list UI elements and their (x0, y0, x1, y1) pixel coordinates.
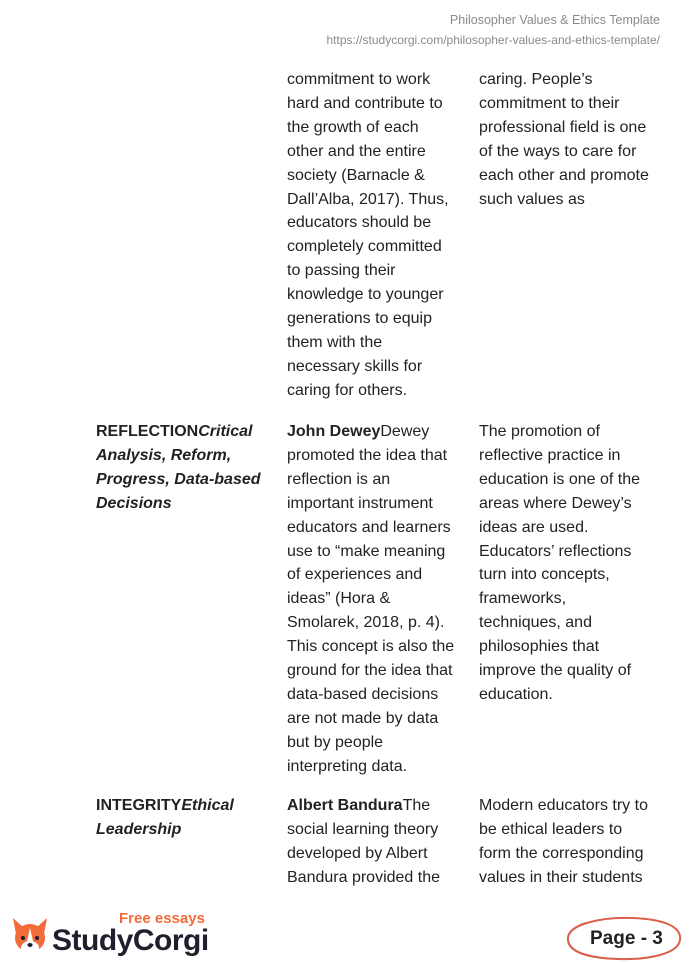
document-title: Philosopher Values & Ethics Template (449, 13, 660, 27)
philosopher-cell (287, 420, 457, 779)
application-text: caring. People’s commitment to their professional field is one of the ways to care for each other and promote such values as (479, 71, 649, 208)
corgi-logo-icon (10, 914, 50, 956)
value-keywords: Critical Analysis, Reform, Progress, Data-based Decisions (96, 423, 261, 512)
page-number: Page - 3 (590, 928, 663, 949)
value-name: REFLECTION (96, 423, 199, 440)
philosopher-name: Albert Bandura (287, 797, 403, 814)
application-cell (479, 420, 649, 707)
philosopher-text: The social learning theory developed by Albert Bandura provided the (287, 797, 440, 886)
value-cell (96, 420, 266, 516)
value-keywords: Ethical Leadership (96, 797, 234, 838)
application-cell (479, 68, 649, 211)
application-text: The promotion of reflective practice in education is one of the areas where Dewey’s ideas are used. Educators’ reflections turn into concepts, frameworks, techniques, and philosophies that improve the quality of education. (479, 423, 641, 703)
value-cell (96, 794, 266, 842)
philosopher-text: Dewey promoted the idea that reflection is an important instrument educators and learners use to “make meaning of experiences and ideas” (Hora & Smolarek, 2018, p. 4). This concept is also the ground for the idea that data-based decisions are not made by data but by people interpreting data. (287, 423, 455, 775)
application-cell (479, 794, 649, 890)
brand-name[interactable]: StudyCorgi (52, 924, 209, 957)
philosopher-cell (287, 68, 457, 403)
philosopher-name: John Dewey (287, 423, 381, 440)
application-text: Modern educators try to be ethical leaders to form the corresponding values in their students (479, 797, 648, 886)
philosopher-text: commitment to work hard and contribute to the growth of each other and the entire society (Barnacle & Dall’Alba, 2017). Thus, educators should be completely committed to passing their knowledge to younger generations to equip them with the necessary skills for caring for others. (287, 71, 449, 399)
value-name: INTEGRITY (96, 797, 182, 814)
page-footer (0, 900, 698, 964)
document-url[interactable]: https://studycorgi.com/philosopher-values-and-ethics-template/ (326, 33, 660, 47)
tagline: Free essays (119, 910, 205, 927)
philosopher-cell (287, 794, 457, 890)
